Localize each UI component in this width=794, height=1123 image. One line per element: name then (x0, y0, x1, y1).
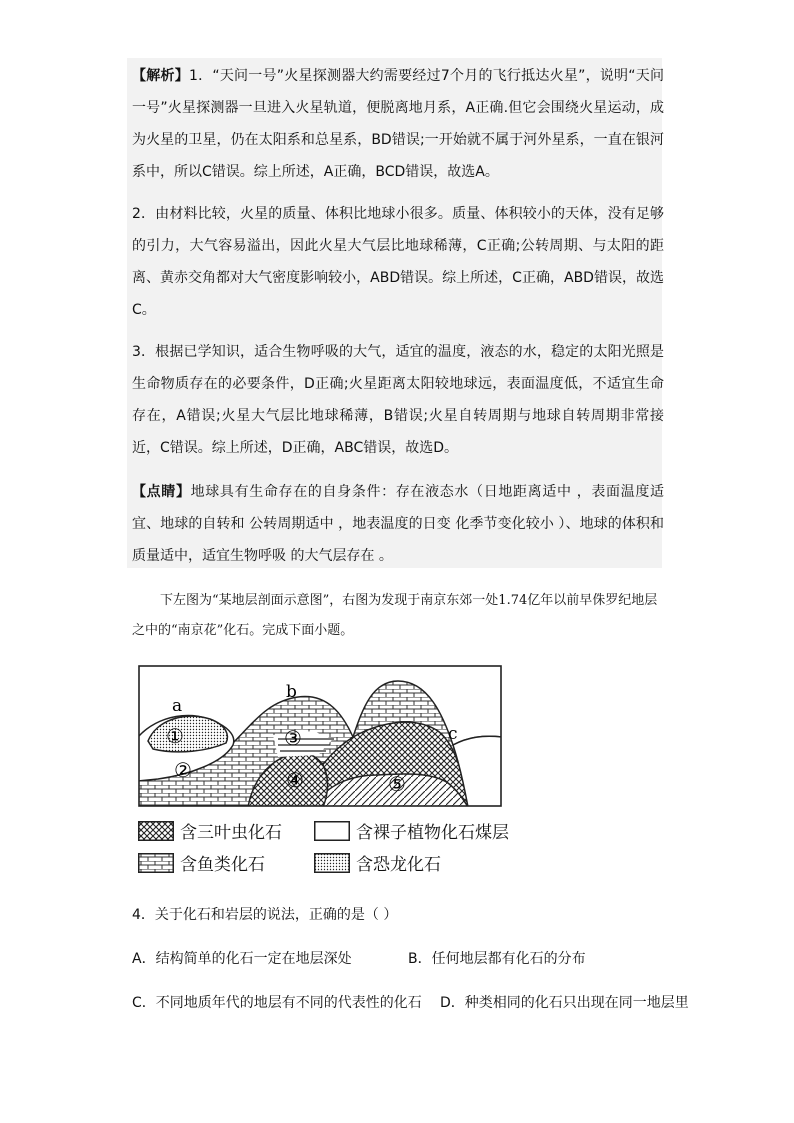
analysis-text-1: 1．“天问一号”火星探测器大约需要经过7个月的飞行抵达火星”，说明“天问一号”火星探测器一旦进入火星轨道，便脱离地月系，A正确.但它会围绕火星运动，成为火星的卫星，仍在太阳系和总星系，BD错误;一开始就不属于河外星系，一直在银河系中，所以C错误。综上所述，A正确，BCD错误，故选A。 (132, 68, 665, 180)
circle-1: ① (166, 724, 184, 748)
legend-label-gymnosperm: 含裸子植物化石煤层 (356, 823, 509, 843)
dinosaur-swatch-icon (314, 853, 350, 873)
key-point-text: 地球具有生命存在的自身条件：存在液态水（日地距离适中 ，表面温度适宜、地球的自转和 公转周期适中 ，地表温度的日变 化季节变化较小 ）、地球的体积和质量适中，适宜生物呼吸 的大气层存在 。 (132, 484, 665, 564)
diagram-legend (138, 818, 518, 878)
analysis-tag: 【解析】 (132, 68, 189, 84)
figure-intro-text: 下左图为“某地层剖面示意图”，右图为发现于南京东郊一处1.74亿年以前早侏罗纪地层之中的“南京花”化石。完成下面小题。 (132, 593, 658, 638)
legend-item-dinosaur (314, 850, 441, 875)
key-point-paragraph (132, 476, 664, 572)
analysis-paragraph-2: 2．由材料比较，火星的质量、体积比地球小很多。质量、体积较小的天体，没有足够的引力，大气容易溢出，因此火星大气层比地球稀薄，C正确;公转周期、与太阳的距离、黄赤交角都对大气密度影响较小，ABD错误。综上所述，C正确，ABD错误，故选C。 (132, 206, 664, 318)
analysis-paragraph-1 (132, 60, 664, 188)
legend-label-dinosaur: 含恐龙化石 (356, 855, 441, 875)
analysis-paragraph-3: 3．根据已学知识，适合生物呼吸的大气，适宜的温度，液态的水，稳定的太阳光照是生命物质存在的必要条件，D正确;火星距离太阳较地球远，表面温度低，不适宜生命存在，A错误;火星大气层比地球稀薄，B错误;火星自转周期与地球自转周期非常接近，C错误。综上所述，D正确，ABC错误，故选D。 (132, 344, 664, 456)
fish-swatch-icon (138, 853, 174, 873)
label-a: a (172, 696, 183, 716)
circle-5: ⑤ (388, 772, 406, 796)
strata-section-diagram (138, 665, 502, 807)
option-c: C．不同地质年代的地层有不同的代表性的化石 (132, 995, 422, 1011)
question-stem: 4．关于化石和岩层的说法，正确的是（ ） (132, 907, 398, 923)
legend-item-trilobite (138, 818, 282, 843)
legend-label-trilobite: 含三叶虫化石 (180, 823, 282, 843)
key-point-tag: 【点睛】 (132, 484, 191, 500)
circle-4: ④ (286, 768, 304, 792)
label-c: c (448, 724, 458, 744)
label-b: b (286, 682, 297, 702)
trilobite-swatch-icon (138, 821, 174, 841)
legend-item-gymnosperm (314, 818, 509, 843)
gymnosperm-swatch-icon (314, 821, 350, 841)
legend-item-fish (138, 850, 265, 875)
option-b: B．任何地层都有化石的分布 (408, 951, 586, 967)
legend-label-fish: 含鱼类化石 (180, 855, 265, 875)
circle-3: ③ (284, 726, 302, 750)
circle-2: ② (174, 758, 192, 782)
option-a: A．结构简单的化石一定在地层深处 (132, 951, 352, 967)
option-d: D．种类相同的化石只出现在同一地层里 (440, 995, 689, 1011)
